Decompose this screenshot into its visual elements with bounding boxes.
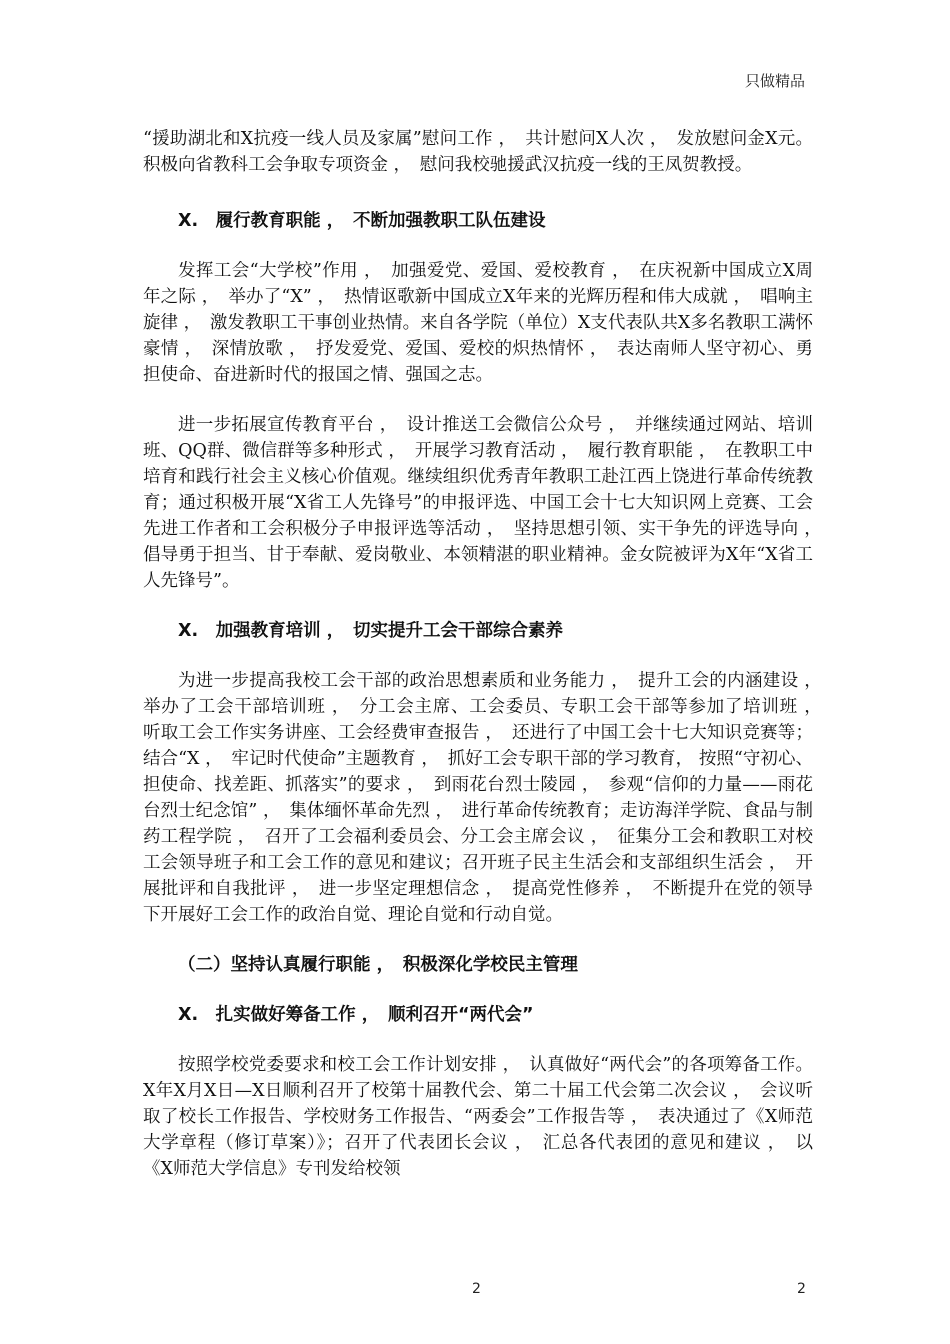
paragraph-1: “援助湖北和X抗疫一线人员及家属”慰问工作 ， 共计慰问X人次 ， 发放慰问金X元。积极向省教科工会争取专项资金 ， 慰问我校驰援武汉抗疫一线的王凤贺教授。 xyxy=(143,129,813,175)
section-heading-teaching: X. 履行教育职能 ， 不断加强教职工队伍建设 xyxy=(178,211,546,231)
paragraph-4: 为进一步提高我校工会干部的政治思想素质和业务能力 ， 提升工会的内涵建设 ， 举办了工会干部培训班 ， 分工会主席、工会委员、专职工会干部等参加了培训班 ， 听取工会工作实务讲座、工会经费审查报告 ， 还进行了中国工会十七大知识竞赛等；结合“X ， 牢记时代使命”主题教育 ， 抓好工会专职干部的学习教育， 按照“守初心、担使命、找差距、抓落实”的要求 ， 到雨花台烈士陵园 ， 参观“信仰的力量——雨花台烈士纪念馆” ， 集体缅怀革命先烈 ， 进行革命传统教育；走访海洋学院、食品与制药工程学院 ， 召开了工会福利委员会、分工会主席会议 ， 征集分工会和教职工对校工会领导班子和工会工作的意见和建议；召开班子民主生活会和支部组织生活会 ， 开展批评和自我批评 ， 进一步坚定理想信念 ， 提高党性修养 ， 不断提升在党的领导下开展好工会工作的政治自觉、理论自觉和行动自觉。 xyxy=(143,671,831,925)
paragraph-3: 进一步拓展宣传教育平台 ， 设计推送工会微信公众号 ， 并继续通过网站、培训班、QQ群、微信群等多种形式 ， 开展学习教育活动 ， 履行教育职能 ， 在教职工中培育和践行社会主义核心价值观。继续组织优秀青年教职工赴江西上饶进行革命传统教育；通过积极开展“X省工人先锋号”的申报评选、中国工会十七大知识网上竞赛、工会先进工作者和工会积极分子申报评选等活动 ， 坚持思想引领、实干争先的评选导向 ， 倡导勇于担当、甘于奉献、爱岗敬业、本领精湛的职业精神。金女院被评为X年“X省工人先锋号”。 xyxy=(143,415,831,591)
paragraph-2: 发挥工会“大学校”作用 ， 加强爱党、爱国、爱校教育 ， 在庆祝新中国成立X周年之际 ， 举办了“X” ， 热情讴歌新中国成立X年来的光辉历程和伟大成就 ， 唱响主旋律 ， 激发教职工干事创业热情。来自各学院（单位）X支代表队共X多名教职工满怀豪情 ， 深情放歌 ， 抒发爱党、爱国、爱校的炽热情怀 ， 表达南师人坚守初心、勇担使命、奋进新时代的报国之情、强国之志。 xyxy=(143,261,813,385)
document-body xyxy=(143,126,831,1182)
page-number-center: 2 xyxy=(472,1281,481,1297)
section-heading-training: X. 加强教育培训 ， 切实提升工会干部综合素养 xyxy=(178,621,563,641)
section-heading-democratic: （二）坚持认真履行职能 ， 积极深化学校民主管理 xyxy=(178,955,578,975)
section-heading-preparation: X. 扎实做好筹备工作 ， 顺利召开“两代会” xyxy=(178,1005,534,1025)
paragraph-5: 按照学校党委要求和校工会工作计划安排 ， 认真做好“两代会”的各项筹备工作。X年X月X日—X日顺利召开了校第十届教代会、第二十届工代会第二次会议 ， 会议听取了校长工作报告、学校财务工作报告、“两委会”工作报告等 ， 表决通过了《X师范大学章程（修订草案）》；召开了代表团长会议 ， 汇总各代表团的意见和建议 ， 以《X师范大学信息》专刊发给校领 xyxy=(143,1055,813,1179)
page-number-right: 2 xyxy=(797,1281,806,1297)
header-note: 只做精品 xyxy=(744,72,805,90)
